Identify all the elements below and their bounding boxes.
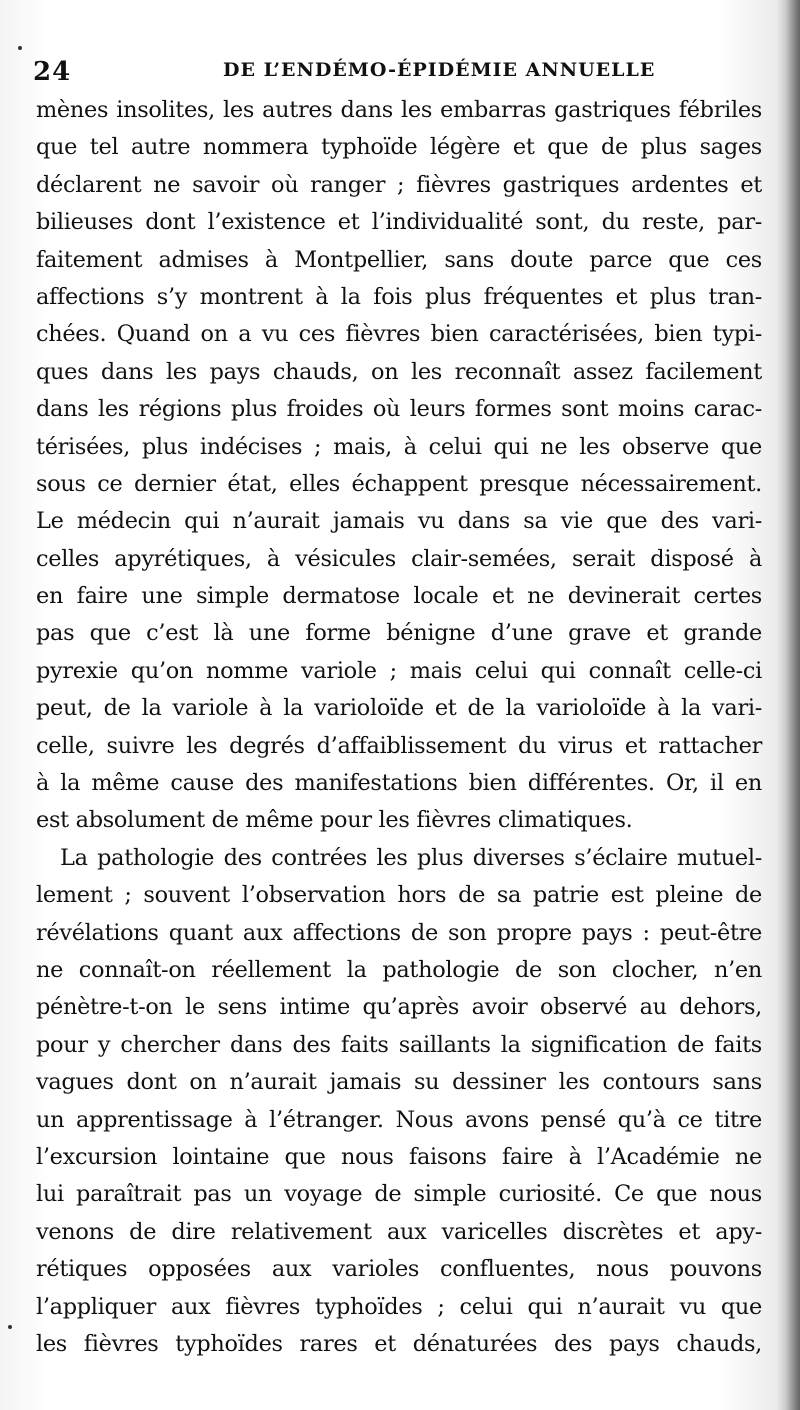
text-line: peut, de la variole à la varioloïde et de la varioloïde à la vari- [36,695,762,722]
text-line: révélations quant aux affections de son propre pays : peut-être [36,919,762,946]
paragraph-1 [36,92,762,840]
text-line: affections s’y montrent à la fois plus fréquentes et plus tran- [36,283,762,310]
text-line: en faire une simple dermatose locale et ne devinerait certes [36,583,762,610]
text-line: sous ce dernier état, elles échappent presque nécessairement. [36,470,762,497]
text-line: lui paraîtrait pas un voyage de simple curiosité. Ce que nous [36,1181,762,1208]
text-line: celles apyrétiques, à vésicules clair-semées, serait disposé à [36,545,762,572]
text-line: pour y chercher dans des faits saillants la signification de faits [36,1031,762,1058]
text-line: pyrexie qu’on nomme variole ; mais celui qui connaît celle-ci [36,657,762,684]
page-number: 24 [33,57,72,87]
text-line: vagues dont on n’aurait jamais su dessiner les contours sans [36,1069,762,1096]
text-line: un apprentissage à l’étranger. Nous avons pensé qu’à ce titre [36,1106,762,1133]
print-speck [18,46,22,50]
page-header [33,53,773,93]
text-line: rétiques opposées aux varioles confluentes, nous pouvons [36,1256,762,1283]
text-line: chées. Quand on a vu ces fièvres bien caractérisées, bien typi- [36,321,762,348]
text-line: que tel autre nommera typhoïde légère et que de plus sages [36,134,762,161]
text-line: térisées, plus indécises ; mais, à celui qui ne les observe que [36,433,762,460]
text-line: Le médecin qui n’aurait jamais vu dans sa vie que des vari- [36,508,762,535]
text-line: La pathologie des contrées les plus diverses s’éclaire mutuel- [60,844,762,871]
text-line: pénètre-t-on le sens intime qu’après avoir observé au dehors, [36,994,762,1021]
text-line: celle, suivre les degrés d’affaiblissement du virus et rattacher [36,732,762,759]
paragraph-2 [36,840,762,1363]
text-line: dans les régions plus froides où leurs formes sont moins carac- [36,396,762,423]
text-line: l’excursion lointaine que nous faisons faire à l’Académie ne [36,1143,762,1170]
text-line: les fièvres typhoïdes rares et dénaturées des pays chauds, [36,1330,762,1357]
text-line: l’appliquer aux fièvres typhoïdes ; celui qui n’aurait vu que [36,1293,762,1320]
text-line: mènes insolites, les autres dans les embarras gastriques fébriles [36,97,762,123]
running-head: DE L’ENDÉMO-ÉPIDÉMIE ANNUELLE [223,59,656,81]
text-line: ne connaît-on réellement la pathologie de son clocher, n’en [36,956,762,983]
text-line: à la même cause des manifestations bien différentes. Or, il en [36,770,762,797]
text-line: déclarent ne savoir où ranger ; fièvres gastriques ardentes et [36,171,762,198]
text-line: bilieuses dont l’existence et l’individualité sont, du reste, par- [36,209,762,236]
text-line: lement ; souvent l’observation hors de sa patrie est pleine de [36,882,762,909]
body-text [36,92,762,1363]
page-edge-shadow [786,0,800,1410]
text-line: ques dans les pays chauds, on les reconnaît assez facilement [36,358,762,385]
text-line: pas que c’est là une forme bénigne d’une grave et grande [36,620,762,647]
text-line: est absolument de même pour les fièvres climatiques. [36,807,633,834]
text-line: faitement admises à Montpellier, sans doute parce que ces [36,246,762,273]
text-line: venons de dire relativement aux varicelles discrètes et apy- [36,1218,762,1245]
print-speck [8,1325,12,1329]
